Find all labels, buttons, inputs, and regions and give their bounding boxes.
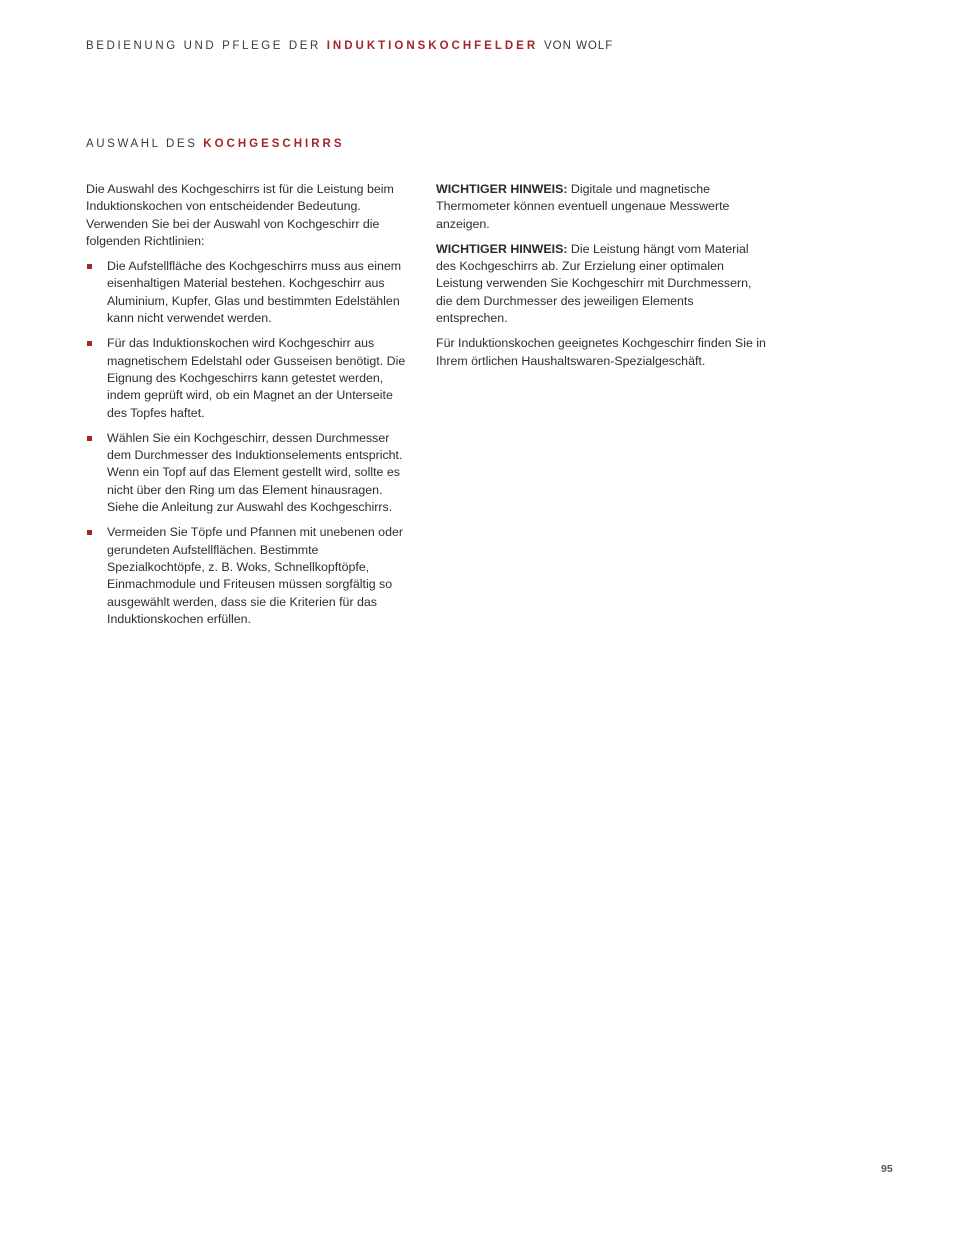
square-bullet-icon bbox=[87, 436, 92, 441]
important-note-text: Digitale und magnetische Thermometer können eventuell ungenaue Messwerte anzeigen. bbox=[436, 182, 730, 231]
important-note bbox=[436, 181, 766, 233]
list-item-text: Die Aufstellfläche des Kochgeschirrs muss aus einem eisenhaltigen Material bestehen. Kochgeschirr aus Aluminium, Kupfer, Glas und bestimmten Edelstählen kann nicht verwendet werden. bbox=[107, 259, 402, 326]
list-item-text: Für das Induktionskochen wird Kochgeschirr aus magnetischem Edelstahl oder Gusseisen benötigt. Die Eignung des Kochgeschirrs kann getestet werden, indem geprüft wird, ob ein Magnet an der Unterseite des Topfes haftet. bbox=[107, 336, 406, 420]
square-bullet-icon bbox=[87, 341, 92, 346]
running-header-prefix: BEDIENUNG UND PFLEGE DER bbox=[86, 40, 321, 52]
running-header-suffix: VON WOLF bbox=[543, 40, 614, 52]
section-title-prefix: AUSWAHL DES bbox=[86, 138, 198, 150]
section-title bbox=[86, 138, 345, 150]
important-note-label: WICHTIGER HINWEIS: bbox=[436, 182, 568, 196]
right-column bbox=[436, 181, 766, 370]
left-column bbox=[86, 181, 408, 636]
section-title-accent: KOCHGESCHIRRS bbox=[203, 138, 345, 150]
important-note bbox=[436, 241, 766, 327]
list-item-text: Wählen Sie ein Kochgeschirr, dessen Durchmesser dem Durchmesser des Induktionselements entspricht. Wenn ein Topf auf das Element gestellt wird, sollte es nicht über den Ring um das Element hinausragen. Siehe die Anleitung zur Auswahl des Kochgeschirrs. bbox=[107, 430, 403, 515]
square-bullet-icon bbox=[87, 264, 92, 269]
list-item bbox=[86, 430, 408, 516]
list-item bbox=[86, 524, 408, 628]
running-header bbox=[86, 40, 613, 52]
list-item bbox=[86, 258, 408, 327]
guideline-list bbox=[86, 258, 408, 628]
important-note-label: WICHTIGER HINWEIS: bbox=[436, 241, 568, 256]
list-item-text: Vermeiden Sie Töpfe und Pfannen mit unebenen oder gerundeten Aufstellflächen. Bestimmte Spezialkochtöpfe, z. B. Woks, Schnellkopftöpfe, Einmachmodule und Friteusen müssen sorgfältig so ausgewählt werden, dass sie die Kriterien für das Induktionskochen erfüllen. bbox=[107, 525, 403, 626]
square-bullet-icon bbox=[87, 530, 92, 535]
running-header-accent: INDUKTIONSKOCHFELDER bbox=[326, 40, 539, 52]
page-number: 95 bbox=[881, 1163, 893, 1175]
list-item bbox=[86, 335, 408, 421]
important-note-text: Die Leistung hängt vom Material des Kochgeschirrs ab. Zur Erzielung einer optimalen Leistung verwenden Sie Kochgeschirr mit Durchmessern, die dem Durchmesser des jeweiligen Elements entsprechen. bbox=[436, 241, 752, 326]
closing-paragraph: Für Induktionskochen geeignetes Kochgeschirr finden Sie in Ihrem örtlichen Haushaltswaren-Spezialgeschäft. bbox=[436, 336, 766, 368]
intro-paragraph: Die Auswahl des Kochgeschirrs ist für die Leistung beim Induktionskochen von entscheidender Bedeutung. Verwenden Sie bei der Auswahl von Kochgeschirr die folgenden Richtlinien: bbox=[86, 182, 394, 248]
